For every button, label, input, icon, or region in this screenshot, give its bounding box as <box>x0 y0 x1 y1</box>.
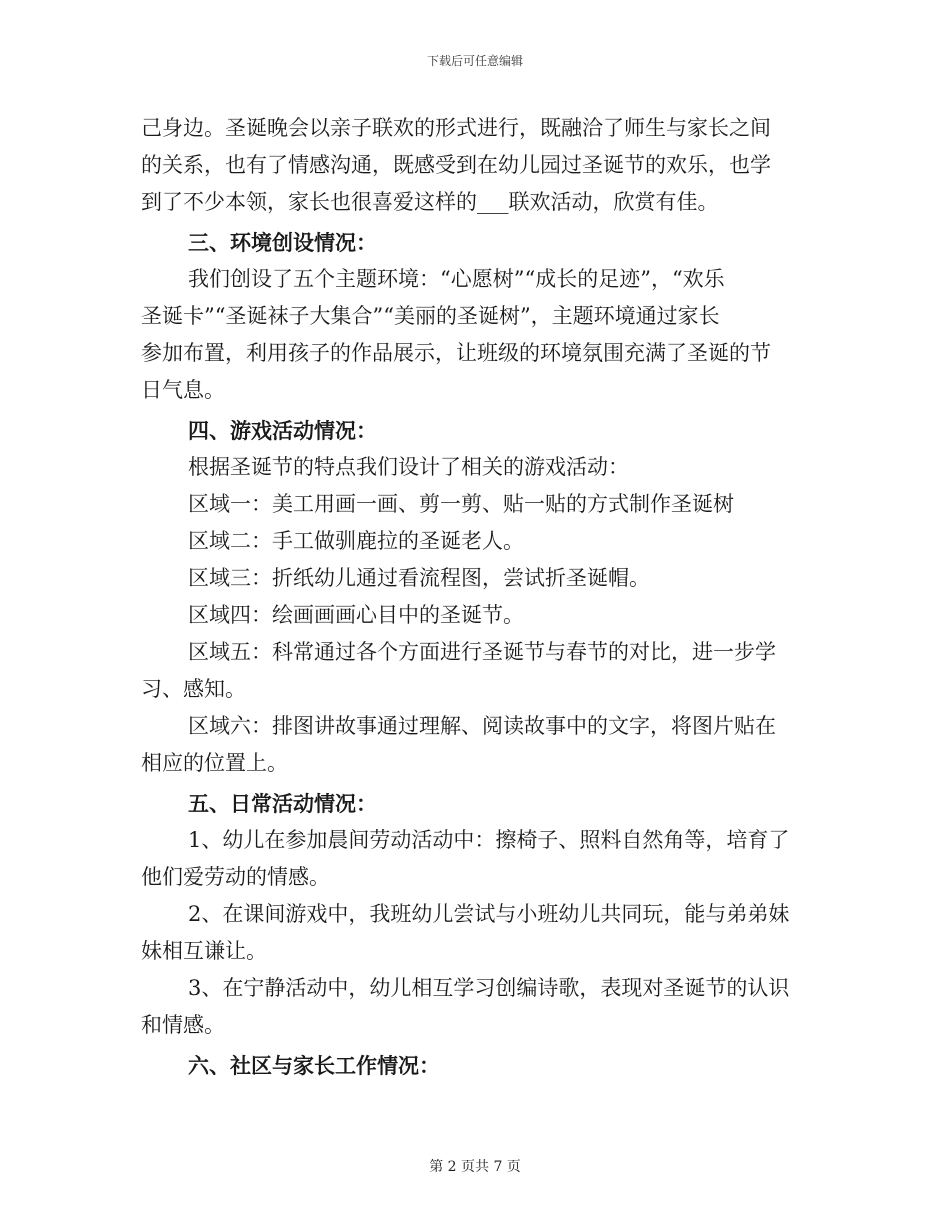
page-header: 下载后可任意编辑 <box>426 54 523 68</box>
body-line: 习、感知。 <box>141 677 246 701</box>
document-body <box>141 110 811 1084</box>
body-line: 区域六：排图讲故事通过理解、阅读故事中的文字，将图片贴在 <box>188 714 776 738</box>
body-line: 区域五：科常通过各个方面进行圣诞节与春节的对比，进一步学 <box>188 640 776 664</box>
body-line: 己身边。圣诞晚会以亲子联欢的形式进行，既融洽了师生与家长之间 <box>141 116 771 140</box>
body-line: 日气息。 <box>141 378 225 402</box>
body-line: 根据圣诞节的特点我们设计了相关的游戏活动： <box>188 455 629 479</box>
body-line: 区域二：手工做驯鹿拉的圣诞老人。 <box>188 529 524 553</box>
body-line: 区域一：美工用画一画、剪一剪、贴一贴的方式制作圣诞树 <box>188 492 734 516</box>
body-line: 他们爱劳动的情感。 <box>141 865 330 889</box>
body-line: 2、在课间游戏中，我班幼儿尝试与小班幼儿共同玩，能与弟弟妹 <box>188 902 790 926</box>
body-line: 区域四：绘画画画心目中的圣诞节。 <box>188 603 524 627</box>
body-line: 参加布置，利用孩子的作品展示，让班级的环境氛围充满了圣诞的节 <box>141 341 771 365</box>
body-line: 1、幼儿在参加晨间劳动活动中：擦椅子、照料自然角等，培育了 <box>188 828 790 852</box>
body-line: 和情感。 <box>141 1013 225 1037</box>
body-line: 圣诞卡”“圣诞袜子大集合”“美丽的圣诞树”，主题环境通过家长 <box>141 304 720 328</box>
body-line: 相应的位置上。 <box>141 751 288 775</box>
section-heading: 三、环境创设情况： <box>188 230 377 255</box>
body-line: 区域三：折纸幼儿通过看流程图，尝试折圣诞帽。 <box>188 566 650 590</box>
section-heading: 四、游戏活动情况： <box>188 418 377 443</box>
page-number: 第 2 页共 7 页 <box>429 1159 521 1175</box>
body-line: 妹相互谦让。 <box>141 939 267 963</box>
body-line: 到了不少本领，家长也很喜爱这样的___联欢活动，欣赏有佳。 <box>141 190 719 214</box>
body-line: 3、在宁静活动中，幼儿相互学习创编诗歌，表现对圣诞节的认识 <box>188 976 790 1000</box>
body-line: 的关系，也有了情感沟通，既感受到在幼儿园过圣诞节的欢乐，也学 <box>141 153 771 177</box>
section-heading: 五、日常活动情况： <box>188 791 377 816</box>
section-heading: 六、社区与家长工作情况： <box>188 1053 440 1078</box>
body-line: 我们创设了五个主题环境：“心愿树”“成长的足迹”，“欢乐 <box>188 267 725 291</box>
